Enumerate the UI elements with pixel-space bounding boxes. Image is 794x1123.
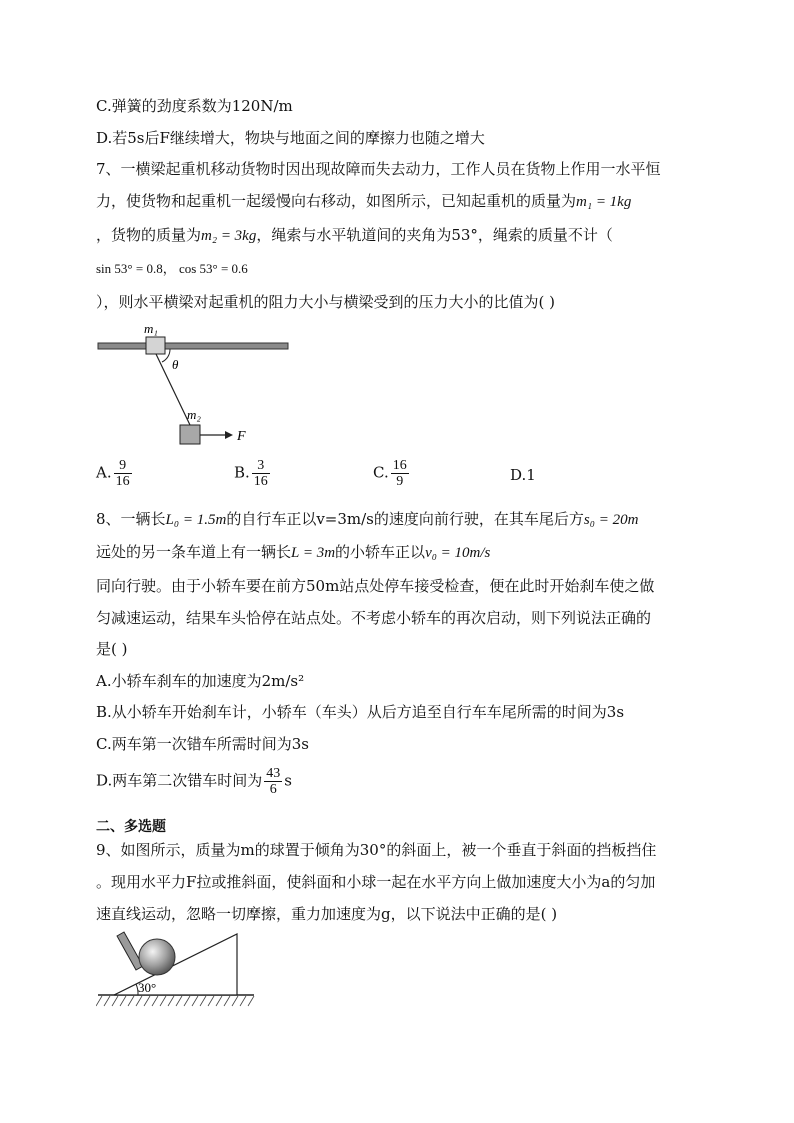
q9-line-2: 。现用水平力F拉或推斜面，使斜面和小球一起在水平方向上做加速度大小为a的匀加 <box>96 873 656 891</box>
label-theta: θ <box>172 357 179 372</box>
q8-option-a: A.小轿车刹车的加速度为2m/s² <box>96 672 305 690</box>
cargo-block-m2 <box>180 425 200 444</box>
q8-line-3: 同向行驶。由于小轿车要在前方50m站点处停车接受检查，便在此时开始刹车使之做 <box>96 577 655 595</box>
q9-incline-figure <box>96 926 256 1016</box>
q7-trig-values: sin 53° = 0.8， cos 53° = 0.6 <box>96 261 248 276</box>
q6-option-c: C.弹簧的劲度系数为120N/m <box>96 97 293 115</box>
q8-line-4: 匀减速运动，结果车头恰停在站点处。不考虑小轿车的再次启动，则下列说法正确的 <box>96 609 652 627</box>
section-multiple-choice-title: 二、多选题 <box>96 819 166 835</box>
label-angle-30: 30° <box>138 980 157 995</box>
label-F: F <box>237 429 246 444</box>
crane-beam <box>98 343 288 349</box>
q7-m1-expr: m₁ = 1kg <box>576 194 632 210</box>
q7-crane-figure <box>96 316 296 451</box>
q8-line-1: 8、一辆长L₀ = 1.5m的自行车正以v=3m/s的速度向前行驶，在其车尾后方s₀ = 20m <box>96 510 639 528</box>
q9-line-3: 速直线运动，忽略一切摩擦，重力加速度为g，以下说法中正确的是( ) <box>96 905 558 923</box>
q8-option-b: B.从小轿车开始刹车计，小轿车（车头）从后方追至自行车车尾所需的时间为3s <box>96 703 625 721</box>
q7-line-1: 7、一横梁起重机移动货物时因出现故障而失去动力，工作人员在货物上作用一水平恒 <box>96 160 661 178</box>
label-m2: m₂ <box>187 407 201 422</box>
crane-block-m1 <box>146 337 165 354</box>
q7-line-2: 力，使货物和起重机一起缓慢向右移动，如图所示，已知起重机的质量为m₁ = 1kg <box>96 192 632 210</box>
q7-option-d: D.1 <box>510 466 536 484</box>
q8-line-2: 远处的另一条车道上有一辆长L = 3m的小轿车正以v₀ = 10m/s <box>96 543 491 561</box>
q6-option-d: D.若5s后F继续增大，物块与地面之间的摩擦力也随之增大 <box>96 129 485 147</box>
q7-option-b: B. $\frac{3}{16}$ <box>234 458 268 489</box>
q9-line-1: 9、如图所示，质量为m的球置于倾角为30°的斜面上，被一个垂直于斜面的挡板挡住 <box>96 841 657 859</box>
q8-option-d: D.两车第二次错车时间为 $\frac{43}{6}$ s <box>96 766 292 797</box>
ground-hatch <box>96 996 254 1006</box>
baffle <box>117 932 143 970</box>
q8-line-5: 是( ) <box>96 640 128 658</box>
force-arrowhead <box>225 431 233 439</box>
q8-option-c: C.两车第一次错车所需时间为3s <box>96 735 309 753</box>
ball <box>139 939 175 975</box>
q7-option-c: C. $\frac{16}{9}$ <box>373 458 407 489</box>
q7-option-a: A. $\frac{9}{16}$ <box>96 458 130 489</box>
q7-line-5: ），则水平横梁对起重机的阻力大小与横梁受到的压力大小的比值为( ) <box>96 293 555 311</box>
q7-m2-expr: m₂ = 3kg <box>201 228 257 244</box>
q7-line-3: ，货物的质量为m₂ = 3kg，绳索与水平轨道间的夹角为53°，绳索的质量不计（ <box>96 226 613 244</box>
label-m1: m₁ <box>144 321 158 336</box>
